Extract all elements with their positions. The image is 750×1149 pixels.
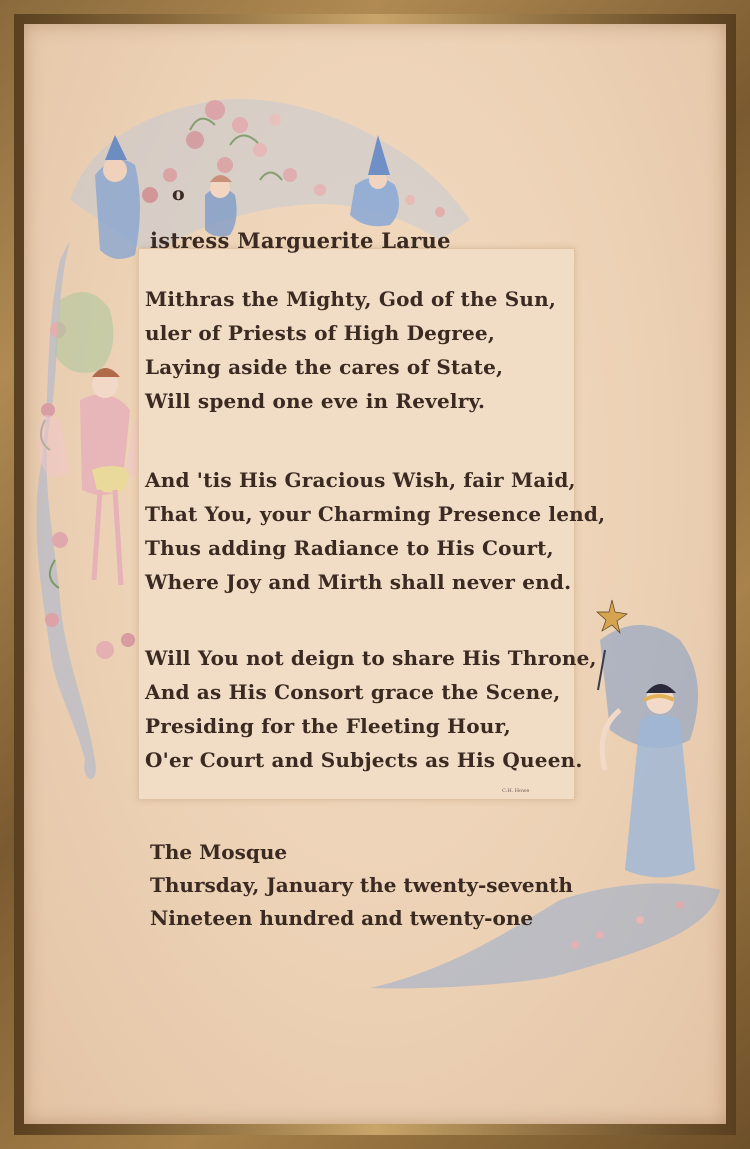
verse-line: Laying aside the cares of State, [145,355,504,379]
verse-line: uler of Priests of High Degree, [145,321,495,345]
verse-line: And as His Consort grace the Scene, [145,680,561,704]
event-date: Thursday, January the twenty-seventh [150,873,573,897]
event-place: The Mosque [150,840,288,864]
verse-line: Thus adding Radiance to His Court, [145,536,554,560]
greeting-to: o [172,183,185,205]
greeting-recipient: istress Marguerite Larue [150,228,451,253]
verse-line: That You, your Charming Presence lend, [145,502,606,526]
verse-line: Where Joy and Mirth shall never end. [145,570,572,594]
verse-line: O'er Court and Subjects as His Queen. [145,748,583,772]
event-year: Nineteen hundred and twenty-one [150,906,534,930]
verse-line: Mithras the Mighty, God of the Sun, [145,287,557,311]
verse-line: Will spend one eve in Revelry. [145,389,486,413]
maker-mark: C.H. Howe [502,788,530,794]
verse-line: And 'tis His Gracious Wish, fair Maid, [145,468,576,492]
verse-line: Presiding for the Fleeting Hour, [145,714,511,738]
verse-line: Will You not deign to share His Throne, [145,646,597,670]
